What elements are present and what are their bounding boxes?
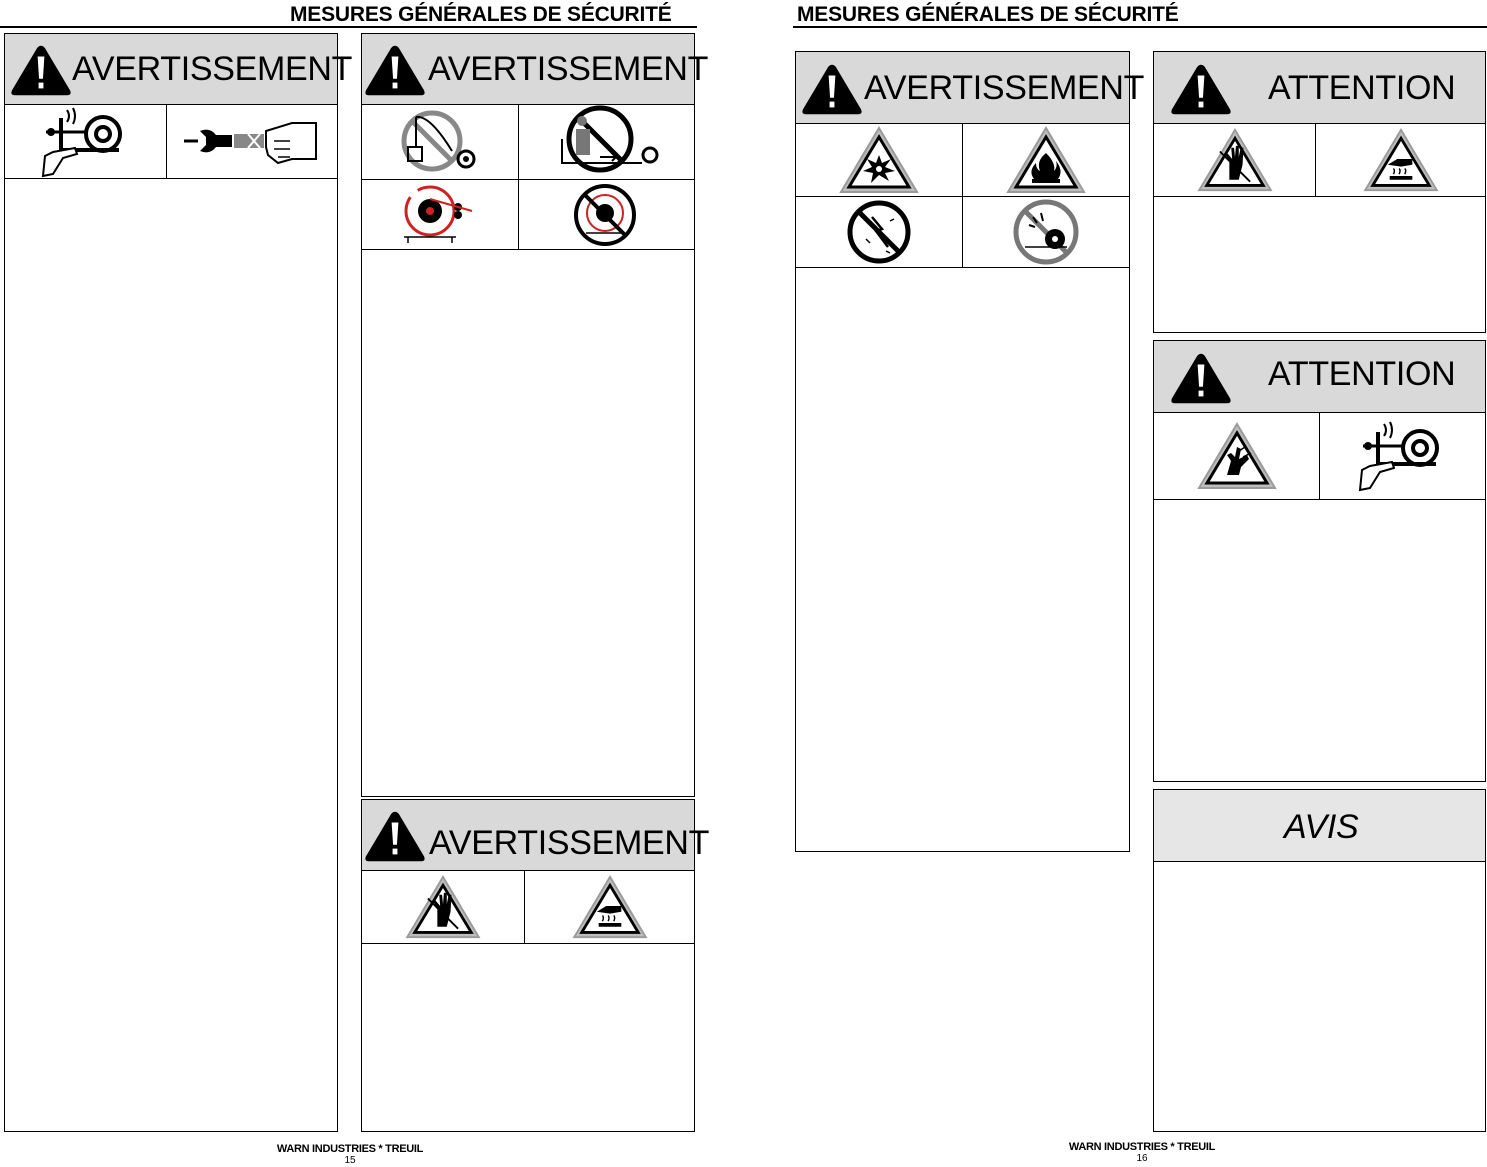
pictogram-row xyxy=(1154,124,1485,197)
pictogram-cell xyxy=(167,105,337,178)
caution-panel-5 xyxy=(1153,51,1486,333)
panel-header xyxy=(1154,790,1485,862)
hot-surface-hand-icon xyxy=(572,874,648,940)
footer-brand: WARN INDUSTRIES * TREUIL xyxy=(276,1143,424,1155)
hand-cut-triangle-icon xyxy=(1197,421,1277,491)
pictogram-cell xyxy=(1154,413,1320,499)
pictogram-cell xyxy=(1316,124,1485,196)
panel-header-text: AVERTISSEMENT xyxy=(428,50,709,88)
panel-header-text: ATTENTION xyxy=(1268,355,1456,393)
pictogram-cell xyxy=(362,105,519,179)
pictogram-row xyxy=(362,180,694,250)
footer-brand: WARN INDUSTRIES * TREUIL xyxy=(1068,1141,1216,1153)
panel-header xyxy=(362,34,709,105)
panel-header xyxy=(1154,52,1485,124)
hand-crush-triangle-icon xyxy=(1197,127,1273,193)
pictogram-cell xyxy=(5,105,167,178)
panel-header-text: AVERTISSEMENT xyxy=(72,50,353,88)
page-number: 15 xyxy=(344,1155,356,1166)
panel-header-text: AVERTISSEMENT xyxy=(864,69,1145,107)
page-number: 16 xyxy=(1136,1153,1148,1164)
hot-surface-hand-icon xyxy=(1363,127,1439,193)
flame-triangle-icon xyxy=(1005,125,1087,195)
notice-panel-7 xyxy=(1153,789,1486,1132)
warning-triangle-icon xyxy=(364,42,426,98)
panel-header-text: AVERTISSEMENT xyxy=(429,824,710,862)
wrench-hand-icon xyxy=(182,117,322,167)
hand-crush-triangle-icon xyxy=(405,874,481,940)
pictogram-cell xyxy=(1154,124,1316,196)
pictogram-cell xyxy=(963,197,1129,267)
warning-panel-3 xyxy=(361,799,710,1132)
pictogram-row xyxy=(796,124,1129,197)
drum-wrap-direction-icon xyxy=(400,183,480,247)
warning-panel-4 xyxy=(795,51,1145,852)
pictogram-row xyxy=(362,871,694,944)
panel-header xyxy=(796,52,1145,124)
warning-panel-1 xyxy=(4,33,353,1132)
caution-panel-6 xyxy=(1153,340,1486,782)
pictogram-cell xyxy=(362,180,519,249)
page-footer-left xyxy=(275,1143,425,1167)
pictogram-row xyxy=(362,105,694,180)
explosion-triangle-icon xyxy=(838,125,920,195)
pictogram-row xyxy=(5,105,337,179)
hand-near-winch-drum-icon xyxy=(41,106,131,178)
pictogram-cell xyxy=(796,197,963,267)
page-footer-right xyxy=(1067,1141,1217,1165)
pictogram-cell xyxy=(1320,413,1485,499)
warning-triangle-icon xyxy=(364,808,426,864)
warning-triangle-icon xyxy=(1170,61,1232,117)
pictogram-cell xyxy=(963,124,1129,196)
page-title-left: MESURES GÉNÉRALES DE SÉCURITÉ xyxy=(290,3,672,26)
panel-header xyxy=(5,34,353,105)
no-spark-icon xyxy=(846,199,912,265)
pictogram-cell xyxy=(525,871,694,943)
warning-triangle-icon xyxy=(10,42,72,98)
pictogram-cell xyxy=(519,180,694,249)
no-lift-hook-icon xyxy=(400,107,480,177)
page-title-right: MESURES GÉNÉRALES DE SÉCURITÉ xyxy=(797,3,1179,26)
no-water-spray-icon xyxy=(1011,199,1081,265)
no-person-pull-icon xyxy=(552,105,662,179)
panel-header xyxy=(1154,341,1485,413)
pictogram-cell xyxy=(362,871,525,943)
warning-panel-2 xyxy=(361,33,709,797)
warning-triangle-icon xyxy=(1170,350,1232,406)
no-drum-wrap-icon xyxy=(572,183,642,247)
panel-header-text: AVIS xyxy=(1284,808,1359,846)
warning-triangle-icon xyxy=(801,61,863,117)
pictogram-row xyxy=(1154,413,1485,500)
pictogram-cell xyxy=(519,105,694,179)
title-rule-left xyxy=(0,26,697,28)
pictogram-cell xyxy=(796,124,963,196)
hand-near-winch-drum-icon xyxy=(1358,420,1448,492)
pictogram-row xyxy=(796,197,1129,268)
panel-header-text: ATTENTION xyxy=(1268,69,1456,107)
panel-header xyxy=(362,800,710,871)
title-rule-right xyxy=(793,26,1487,28)
